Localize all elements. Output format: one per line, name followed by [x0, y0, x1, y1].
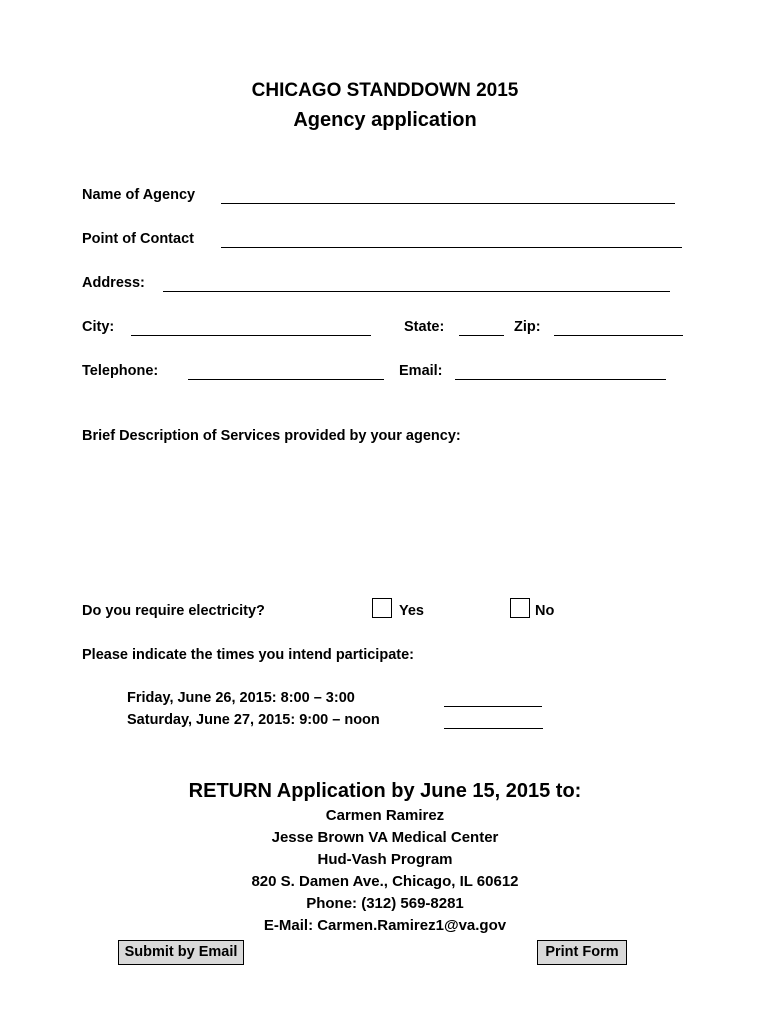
electricity-yes-label: Yes — [399, 603, 424, 619]
saturday-field[interactable] — [444, 710, 543, 728]
contact-name: Carmen Ramirez — [325, 807, 445, 824]
state-label: State: — [404, 319, 445, 335]
state-field[interactable] — [459, 317, 504, 335]
contact-program: Hud-Vash Program — [317, 851, 453, 868]
point-of-contact-line — [221, 247, 682, 248]
contact-phone: Phone: (312) 569-8281 — [306, 895, 464, 912]
electricity-question: Do you require electricity? — [82, 603, 265, 619]
zip-label: Zip: — [514, 319, 541, 335]
address-field[interactable] — [163, 273, 670, 291]
form-title: CHICAGO STANDDOWN 2015 — [251, 80, 519, 101]
saturday-time-label: Saturday, June 27, 2015: 9:00 – noon — [127, 712, 380, 728]
zip-line — [554, 335, 683, 336]
telephone-field[interactable] — [188, 361, 384, 379]
return-heading: RETURN Application by June 15, 2015 to: — [188, 780, 582, 802]
email-line — [455, 379, 666, 380]
city-field[interactable] — [131, 317, 371, 335]
friday-line — [444, 706, 542, 707]
contact-email: E-Mail: Carmen.Ramirez1@va.gov — [263, 917, 507, 934]
agency-name-label: Name of Agency — [82, 187, 196, 203]
contact-organization: Jesse Brown VA Medical Center — [271, 829, 499, 846]
point-of-contact-field[interactable] — [221, 229, 682, 247]
saturday-line — [444, 728, 543, 729]
telephone-label: Telephone: — [82, 363, 159, 379]
state-line — [459, 335, 504, 336]
point-of-contact-label: Point of Contact — [82, 231, 194, 247]
services-description-field[interactable] — [82, 452, 682, 582]
electricity-no-checkbox[interactable] — [510, 598, 530, 618]
city-line — [131, 335, 371, 336]
friday-time-label: Friday, June 26, 2015: 8:00 – 3:00 — [127, 690, 355, 706]
agency-name-line — [221, 203, 675, 204]
friday-field[interactable] — [444, 688, 542, 706]
city-label: City: — [82, 319, 115, 335]
print-form-button[interactable]: Print Form — [537, 940, 627, 965]
participation-label: Please indicate the times you intend participate: — [82, 647, 414, 663]
email-label: Email: — [399, 363, 443, 379]
electricity-no-label: No — [535, 603, 555, 619]
services-label: Brief Description of Services provided by your agency: — [82, 428, 461, 444]
telephone-line — [188, 379, 384, 380]
contact-address: 820 S. Damen Ave., Chicago, IL 60612 — [251, 873, 519, 890]
zip-field[interactable] — [554, 317, 683, 335]
address-line — [163, 291, 670, 292]
address-label: Address: — [82, 275, 145, 291]
electricity-yes-checkbox[interactable] — [372, 598, 392, 618]
agency-name-field[interactable] — [221, 185, 675, 203]
submit-by-email-button[interactable]: Submit by Email — [118, 940, 244, 965]
email-field[interactable] — [455, 361, 666, 379]
form-subtitle: Agency application — [293, 109, 477, 131]
